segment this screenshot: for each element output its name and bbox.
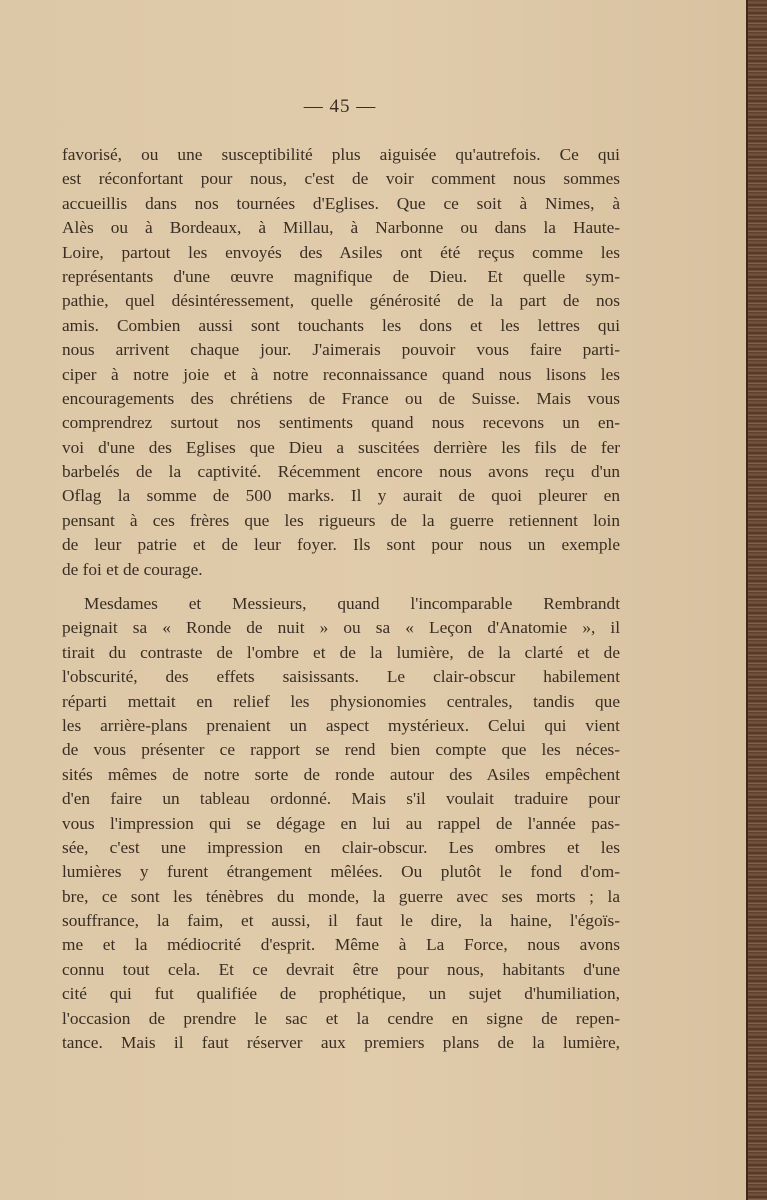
text-line: de foi et de courage. (62, 559, 203, 579)
text-line: favorisé, ou une susceptibilité plus aiguisée qu'autrefois. Ce qui (62, 145, 620, 164)
book-binding-edge (746, 0, 767, 1200)
text-line: tance. Mais il faut réserver aux premiers plans de la lumière, (62, 1033, 620, 1053)
text-line: réparti mettait en relief les physionomies centrales, tandis que (62, 691, 620, 711)
text-line: accueillis dans nos tournées d'Eglises. Que ce soit à Nimes, à (62, 193, 620, 213)
text-line: vous l'impression qui se dégage en lui au rappel de l'année pas- (62, 813, 620, 833)
text-line: amis. Combien aussi sont touchants les dons et les lettres qui (62, 315, 620, 335)
text-line: connu tout cela. Et ce devrait être pour nous, habitants d'une (62, 959, 620, 979)
text-line: de vous présenter ce rapport se rend bien compte que les néces- (62, 740, 620, 760)
text-line: l'obscurité, des effets saisissants. Le clair-obscur habilement (62, 667, 620, 687)
text-line: sités mêmes de notre sorte de ronde autour des Asiles empêchent (62, 764, 620, 784)
text-line: représentants d'une œuvre magnifique de Dieu. Et quelle sym- (62, 266, 620, 286)
text-line: l'occasion de prendre le sac et la cendre en signe de repen- (62, 1008, 620, 1028)
text-line: Alès ou à Bordeaux, à Millau, à Narbonne ou dans la Haute- (62, 218, 620, 238)
page-number: — 45 — (303, 96, 377, 117)
paragraph-2 (62, 592, 620, 1055)
text-line: Oflag la somme de 500 marks. Il y aurait de quoi pleurer en (62, 486, 620, 506)
text-line: nous arrivent chaque jour. J'aimerais pouvoir vous faire parti- (62, 340, 620, 360)
text-line: est réconfortant pour nous, c'est de voir comment nous sommes (62, 169, 620, 189)
text-line: Mesdames et Messieurs, quand l'incomparable Rembrandt (84, 594, 620, 613)
text-line: peignait sa « Ronde de nuit » ou sa « Leçon d'Anatomie », il (62, 618, 620, 638)
text-line: pathie, quel désintéressement, quelle générosité de la part de nos (62, 291, 620, 311)
text-line: lumières y furent étrangement mêlées. Ou plutôt le fond d'om- (62, 862, 620, 882)
text-line: encouragements des chrétiens de France ou de Suisse. Mais vous (62, 388, 620, 408)
text-line: comprendrez surtout nos sentiments quand nous recevons un en- (62, 413, 620, 433)
text-line: de leur patrie et de leur foyer. Ils sont pour nous un exemple (62, 535, 620, 555)
text-line: d'en faire un tableau ordonné. Mais s'il voulait traduire pour (62, 789, 620, 809)
text-line: sée, c'est une impression en clair-obscur. Les ombres et les (62, 837, 620, 857)
text-line: bre, ce sont les ténèbres du monde, la guerre avec ses morts ; la (62, 886, 620, 906)
text-line: ciper à notre joie et à notre reconnaissance quand nous lisons les (62, 364, 620, 384)
text-line: barbelés de la captivité. Récemment encore nous avons reçu d'un (62, 462, 620, 482)
text-line: cité qui fut qualifiée de prophétique, un sujet d'humiliation, (62, 984, 620, 1004)
text-line: les arrière-plans prenaient un aspect mystérieux. Celui qui vient (62, 715, 620, 735)
text-line: Loire, partout les envoyés des Asiles ont été reçus comme les (62, 242, 620, 262)
text-line: voi d'une des Eglises que Dieu a suscitées derrière les fils de fer (62, 437, 620, 457)
text-line: tirait du contraste de l'ombre et de la lumière, de la clarté et de (62, 642, 620, 662)
text-line: souffrance, la faim, et aussi, il faut le dire, la haine, l'égoïs- (62, 911, 620, 931)
text-line: me et la médiocrité d'esprit. Même à La Force, nous avons (62, 935, 620, 955)
paragraph-1 (62, 143, 620, 582)
text-line: pensant à ces frères que les rigueurs de la guerre retiennent loin (62, 510, 620, 530)
